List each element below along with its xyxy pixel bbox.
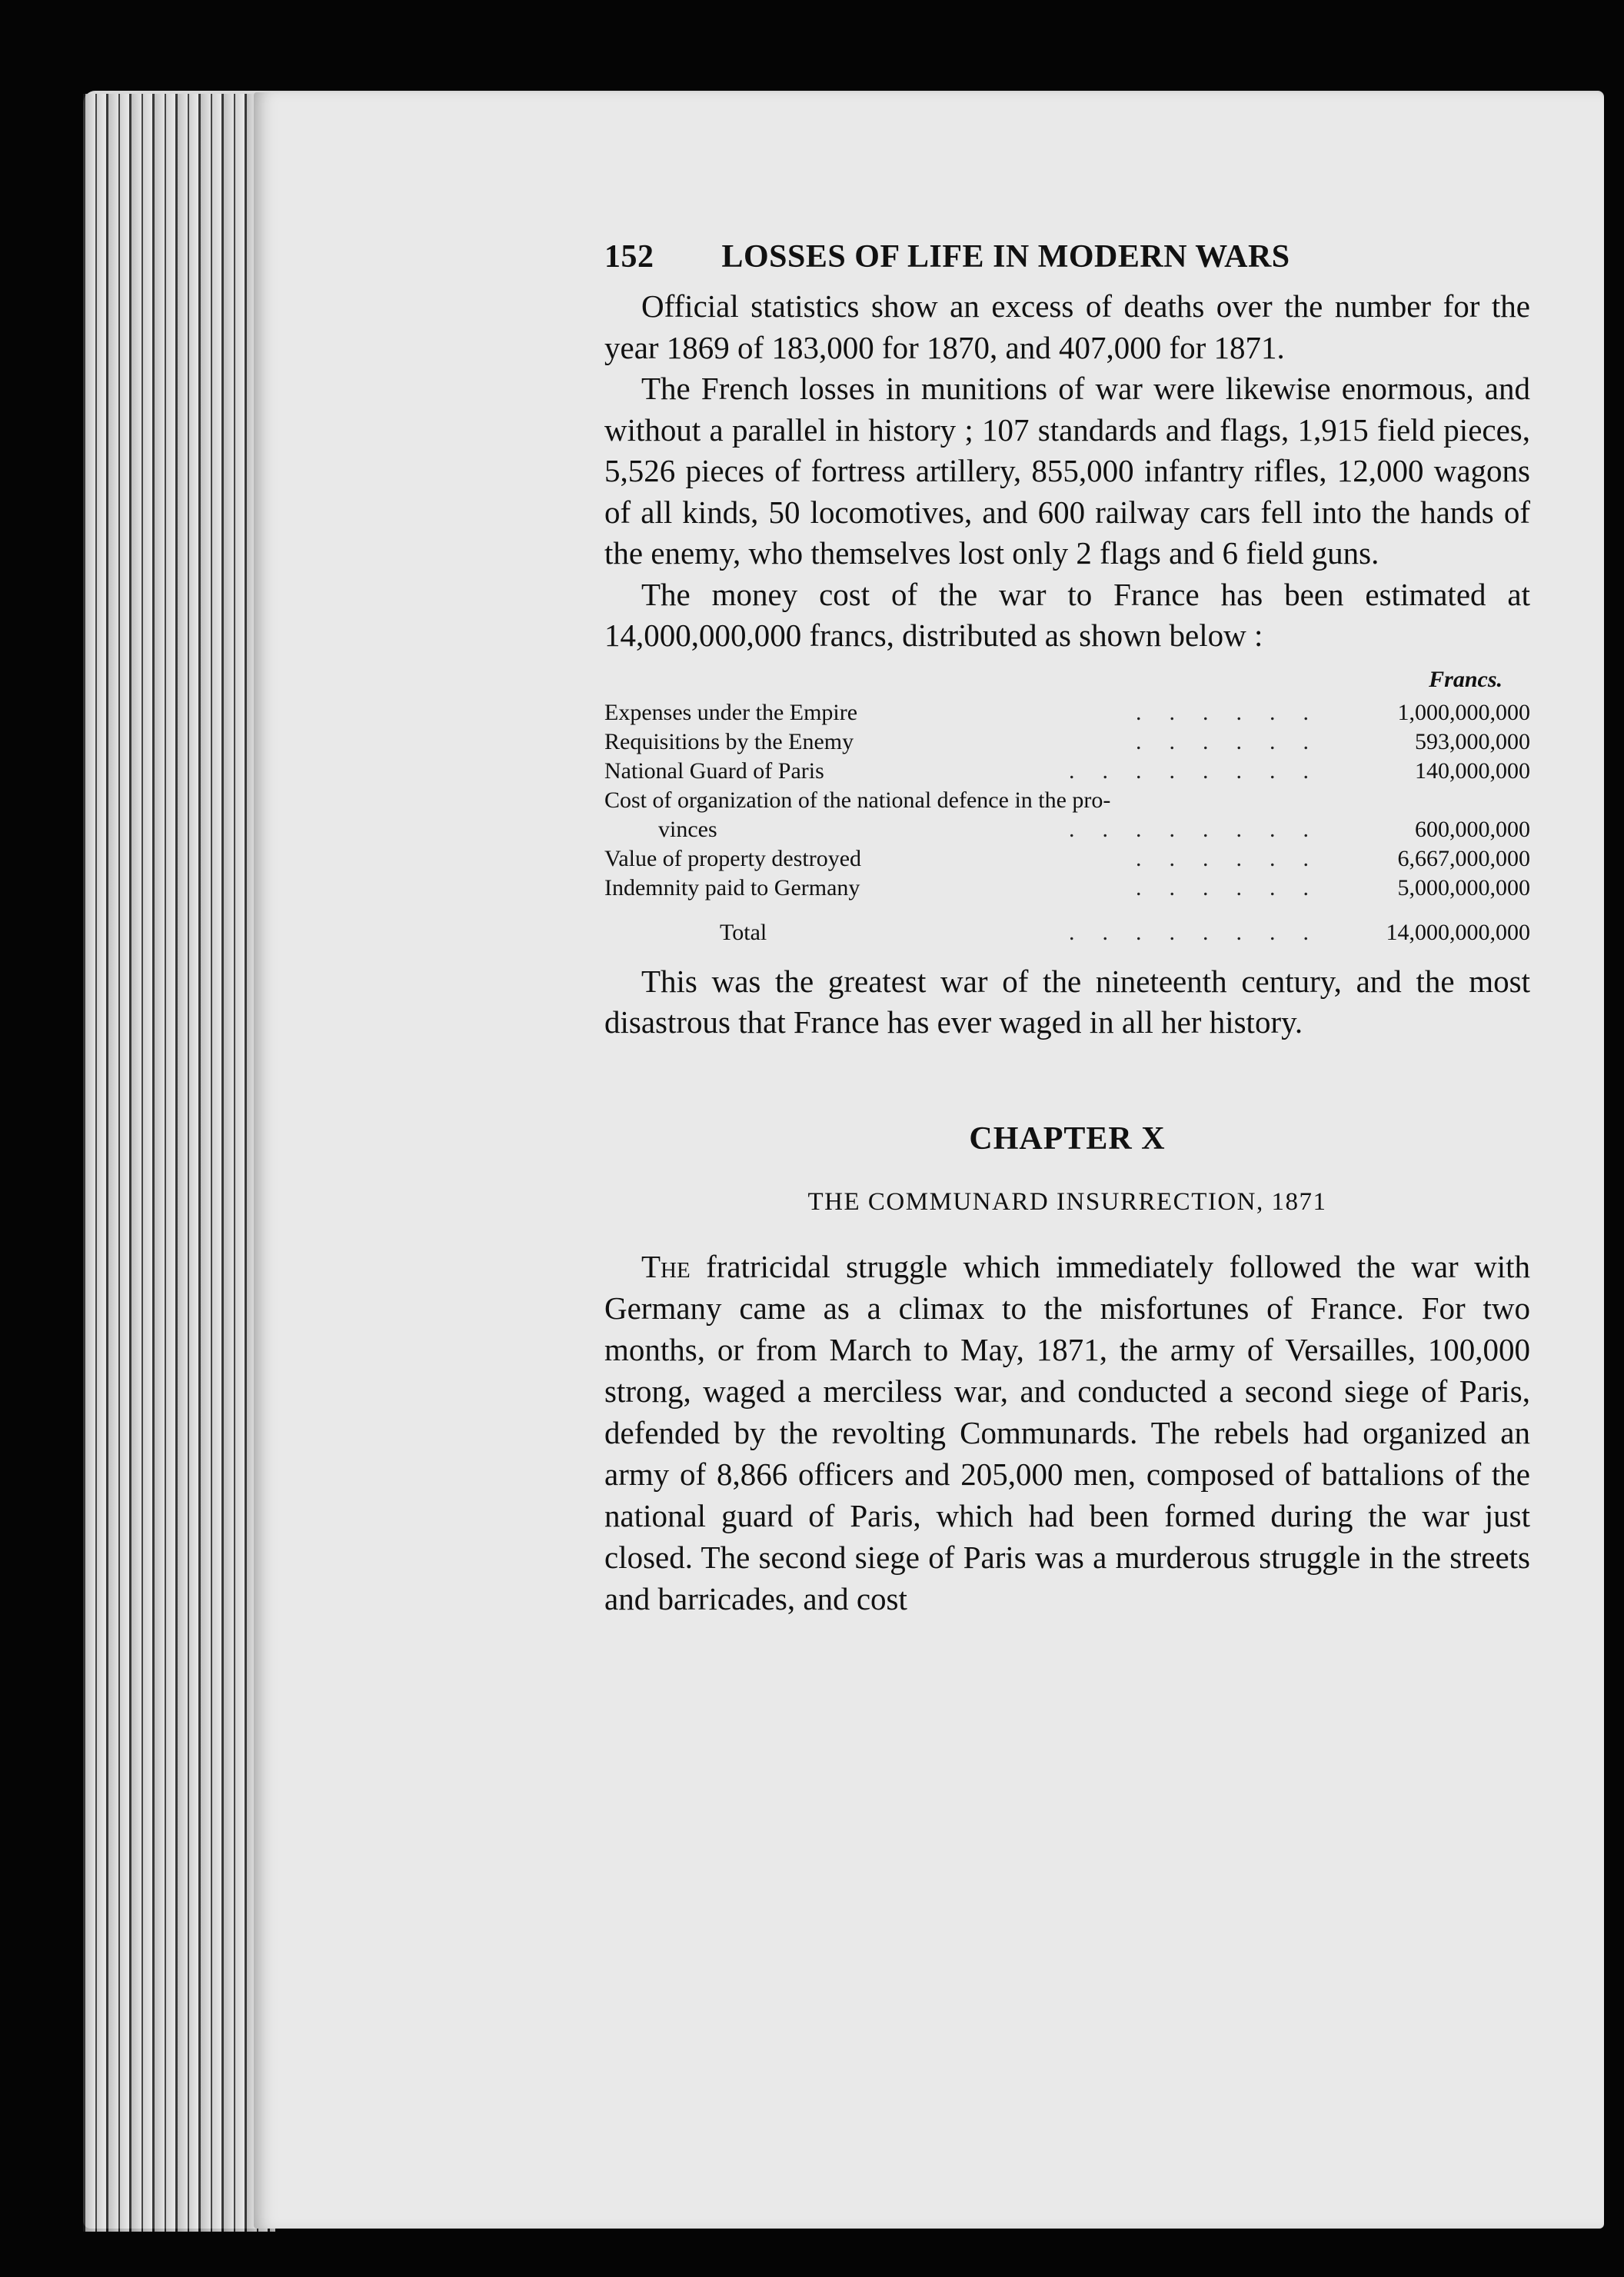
war-cost-table [604, 661, 1530, 947]
leader-dots: ...... [1136, 845, 1336, 871]
row-amount: 1,000,000,000 [1397, 699, 1530, 725]
row-label: Requisitions by the Enemy [604, 728, 854, 754]
table-row [604, 727, 1530, 757]
paragraph-money-cost: The money cost of the war to France has been estimated at 14,000,000,000 francs, distributed as shown below : [604, 576, 1530, 653]
chapter-subheading: THE COMMUNARD INSURRECTION, 1871 [807, 1187, 1327, 1216]
leader-dots: ........ [1069, 919, 1336, 945]
chapter-heading: CHAPTER X [969, 1120, 1166, 1157]
leader-dots: ........ [1069, 816, 1336, 842]
table-unit-heading: Francs. [1429, 666, 1503, 692]
row-amount: 140,000,000 [1415, 757, 1530, 784]
page-edges [83, 94, 275, 2232]
row-amount: 5,000,000,000 [1397, 874, 1530, 900]
paragraph-official-statistics: Official statistics show an excess of deaths over the number for the year 1869 of 183,000 for 1870, and 407,000 for 1871. [604, 288, 1530, 365]
table-row [604, 757, 1530, 786]
total-amount: 14,000,000,000 [1386, 919, 1530, 945]
row-label: Indemnity paid to Germany [604, 874, 860, 900]
chapter-opening-paragraph [604, 1246, 1530, 1620]
leader-dots: ...... [1136, 699, 1336, 725]
page-number: 152 [604, 239, 654, 275]
row-amount: 593,000,000 [1415, 728, 1530, 754]
opening-word: The [641, 1248, 691, 1284]
total-label: Total [720, 919, 767, 945]
leader-dots: ........ [1069, 757, 1336, 784]
row-label: Cost of organization of the national defence in the pro- [604, 787, 1111, 813]
table-row [604, 786, 1530, 815]
running-head [604, 238, 1530, 275]
row-amount: 6,667,000,000 [1397, 845, 1530, 871]
paragraph-greatest-war: This was the greatest war of the nineteenth century, and the most disastrous that France has ever waged in all her history. [604, 963, 1530, 1040]
row-label: Value of property destroyed [604, 845, 862, 871]
table-row [604, 698, 1530, 727]
running-title: LOSSES OF LIFE IN MODERN WARS [721, 239, 1290, 275]
table-row [604, 874, 1530, 903]
opening-text: fratricidal struggle which immediately followed the war with Germany came as a climax to the misfortunes of France. For two months, or from March to May, 1871, the army of Versailles, 100,000 strong, waged a merciless war, and conducted a second siege of Paris, defended by the revolting Communards. The rebels had organized an army of 8,866 officers and 205,000 men, composed of battalions of the national guard of Paris, which had been formed during the war just closed. The second siege of Paris was a murderous struggle in the streets and barricades, and cost [604, 1248, 1530, 1616]
leader-dots: ...... [1136, 728, 1336, 754]
table-total-row [604, 918, 1530, 947]
row-label: National Guard of Paris [604, 757, 824, 784]
table-row [604, 844, 1530, 874]
row-amount: 600,000,000 [1415, 816, 1530, 842]
leader-dots: ...... [1136, 874, 1336, 900]
page-content [604, 238, 1530, 1620]
table-row [604, 815, 1530, 844]
row-label: Expenses under the Empire [604, 699, 858, 725]
paragraph-french-losses: The French losses in munitions of war were likewise enormous, and without a parallel in history ; 107 standards and flags, 1,915 field pieces, 5,526 pieces of fortress artillery, 855,000 infantry rifles, 12,000 wagons of all kinds, 50 locomotives, and 600 railway cars fell into the hands of the enemy, who themselves lost only 2 flags and 6 field guns. [604, 371, 1530, 571]
row-label: vinces [658, 816, 717, 842]
